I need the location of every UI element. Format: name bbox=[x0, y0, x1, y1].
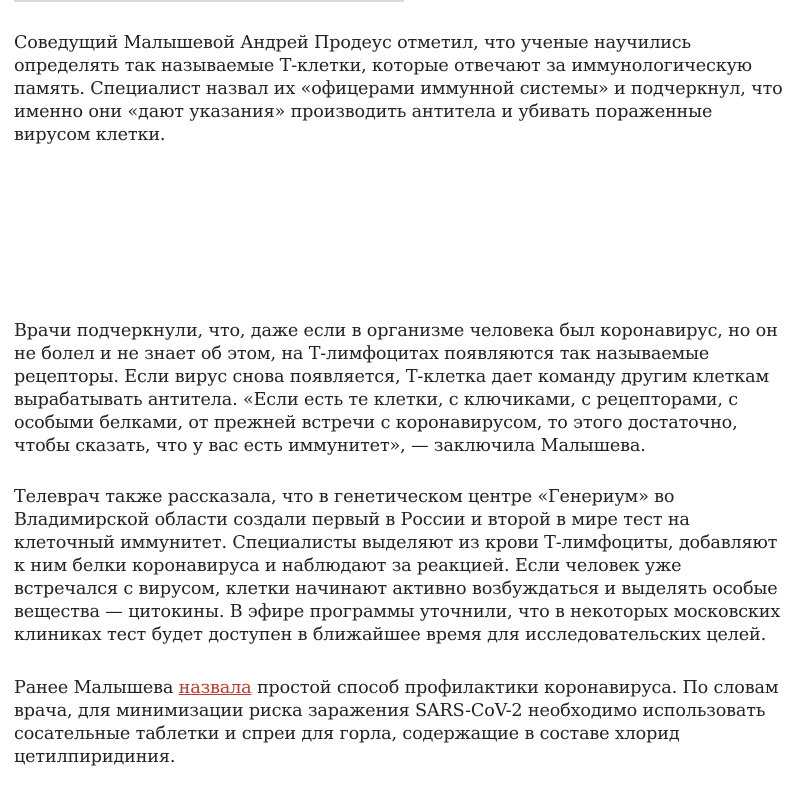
ad-placeholder bbox=[14, 160, 790, 310]
paragraph-1: Соведущий Малышевой Андрей Продеус отметил, что ученые научились определять так называемые Т-клетки, которые отвечают за иммунологическую память. Специалист назвал их «офицерами иммунной системы» и подчеркнул, что именно они «дают указания» производить антитела и убивать пораженные вирусом клетки. bbox=[14, 33, 783, 145]
paragraph-4-text-before: Ранее Малышева bbox=[14, 678, 179, 698]
top-divider bbox=[14, 0, 404, 2]
paragraph-4 bbox=[14, 677, 790, 769]
named-method-link[interactable]: назвала bbox=[178, 678, 252, 698]
paragraph-3: Телеврач также рассказала, что в генетическом центре «Генериум» во Владимирской области создали первый в России и второй в мире тест на клеточный иммунитет. Специалисты выделяют из крови Т-лимфоциты, добавляют к ним белки коронавируса и наблюдают за реакцией. Если человек уже встречался с вирусом, клетки начинают активно возбуждаться и выделять особые вещества — цитокины. В эфире программы уточнили, что в некоторых московских клиниках тест будет доступен в ближайшее время для исследовательских целей. bbox=[14, 487, 781, 645]
paragraph-2: Врачи подчеркнули, что, даже если в организме человека был коронавирус, но он не болел и не знает об этом, на Т-лимфоцитах появляются так называемые рецепторы. Если вирус снова появляется, Т-клетка дает команду другим клеткам вырабатывать антитела. «Если есть те клетки, с ключиками, с рецепторами, с особыми белками, от прежней встречи с коронавирусом, то этого достаточно, чтобы сказать, что у вас есть иммунитет», — заключила Малышева. bbox=[14, 321, 778, 456]
paragraph-4-text-after: простой способ профилактики коронавируса. По словам врача, для минимизации риска заражения SARS-CoV-2 необходимо использовать сосательные таблетки и спреи для горла, содержащие в составе хлорид цетилпиридиния. bbox=[14, 678, 779, 767]
